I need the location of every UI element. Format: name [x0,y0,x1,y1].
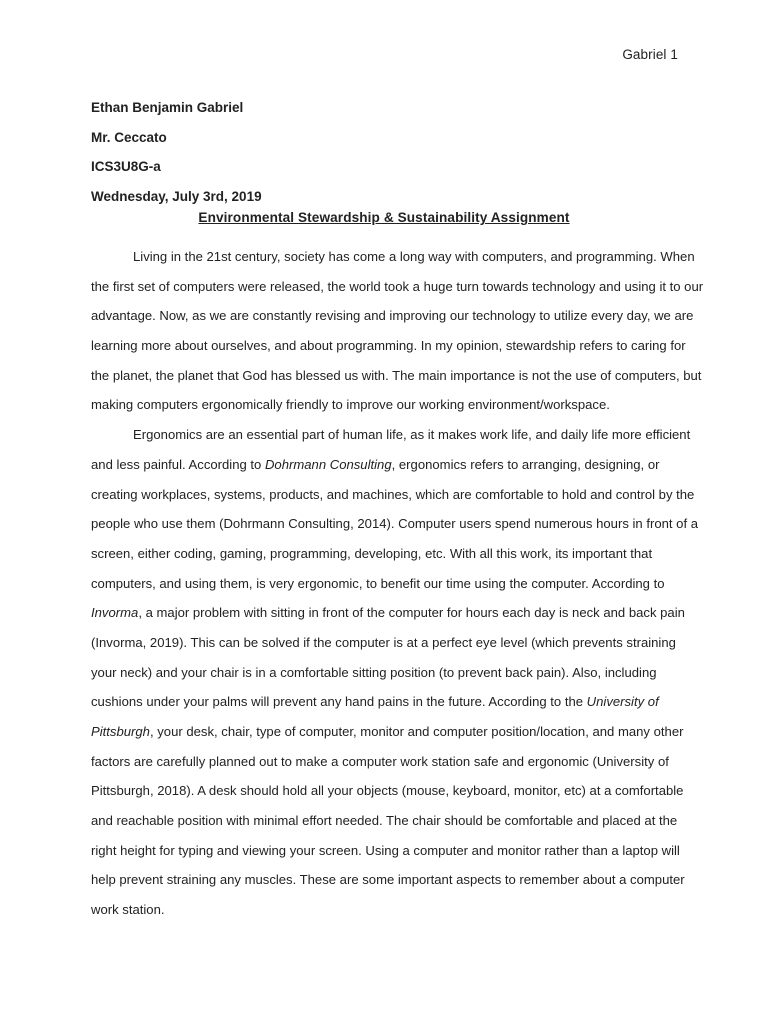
paragraph-2-line: (Invorma, 2019). This can be solved if the computer is at a perfect eye level (which prevents straining [91,634,676,650]
paragraph-2-line: work station. [91,902,165,918]
heading-block [91,93,262,212]
date: Wednesday, July 3rd, 2019 [91,189,262,205]
paragraph-2-text: , ergonomics refers to arranging, designing, or [391,456,660,472]
paragraph-2-line [91,450,676,480]
document-body [91,242,704,925]
paragraph-2-text: , your desk, chair, type of computer, monitor and computer position/location, and many other [149,724,684,739]
teacher-name: Mr. Ceccato [91,129,167,145]
paragraph-1-line: making computers ergonomically friendly to improve our working environment/workspace. [91,397,610,413]
paragraph-2-line: and reachable position with minimal effort needed. The chair should be comfortable and placed at the [91,813,678,829]
paragraph-1-line: learning more about ourselves, and about programming. In my opinion, stewardship refers to caring for [91,338,686,354]
paragraph-2-line: people who use them (Dohrmann Consulting, 2014). Computer users spend numerous hours in front of a [91,516,699,532]
paragraph-2-line [91,687,676,717]
paragraph-2-line: your neck) and your chair is in a comfortable sitting position (to prevent back pain). Also, including [91,664,657,680]
paragraph-1-line: Living in the 21st century, society has come a long way with computers, and programming. When [133,249,695,264]
paragraph-2-text: , a major problem with sitting in front of the computer for hours each day is neck and back pain [138,605,685,621]
source-name-invorma: Invorma [91,605,139,621]
paragraph-1-line: advantage. Now, as we are constantly revising and improving our technology to utilize every day, we are [91,308,694,324]
paragraph-2-line: factors are carefully planned out to make a computer work station safe and ergonomic (University of [91,753,669,769]
page-header: Gabriel 1 [622,47,678,62]
paragraph-2-line: creating workplaces, systems, products, and machines, which are comfortable to hold and control by the [91,486,695,502]
paragraph-2-line: Ergonomics are an essential part of human life, as it makes work life, and daily life more efficient [133,427,691,443]
paragraph-2-line [91,598,685,628]
paragraph-2-line: screen, either coding, gaming, programming, developing, etc. With all this work, its important that [91,545,653,561]
paragraph-2-line: Pittsburgh, 2018). A desk should hold all your objects (mouse, keyboard, monitor, etc) at a comfortable [91,783,684,799]
paragraph-2-text: cushions under your palms will prevent any hand pains in the future. According to the [91,694,587,710]
source-name-pittsburgh: University of [586,694,659,710]
paragraph-2-line: right height for typing and viewing your screen. Using a computer and monitor rather than a laptop will [91,842,680,858]
paragraph-1-line: the planet, the planet that God has blessed us with. The main importance is not the use of computers, but [91,367,702,383]
paragraph-2-line: computers, and using them, is very ergonomic, to benefit our time using the computer. According to [91,575,665,591]
document-title: Environmental Stewardship & Sustainability Assignment [198,210,570,225]
course-code: ICS3U8G-a [91,159,161,175]
paragraph-2-text: and less painful. According to [91,456,265,472]
paragraph-2-line: help prevent straining any muscles. These are some important aspects to remember about a computer [91,872,685,888]
source-name-dohrmann: Dohrmann Consulting [264,456,392,472]
paragraph-1-line: the first set of computers were released, the world took a huge turn towards technology and using it to our [91,278,704,294]
source-name-pittsburgh: Pittsburgh [91,724,150,739]
author-name: Ethan Benjamin Gabriel [91,100,244,115]
paragraph-2-line [91,717,684,747]
